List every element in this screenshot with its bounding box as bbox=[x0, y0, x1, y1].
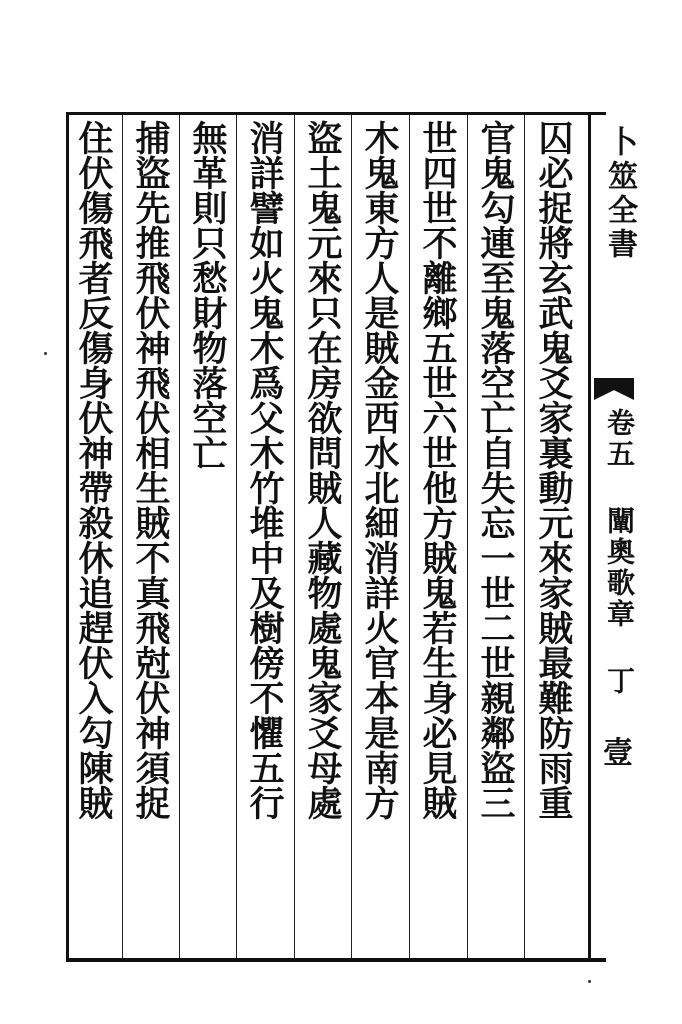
left-frame-line bbox=[66, 112, 69, 962]
fishtail-mark-icon bbox=[594, 378, 634, 400]
right-frame-line bbox=[588, 112, 591, 962]
text-column-2: 官鬼勾連至鬼落空亡自失忘一世二世親鄰盜三 bbox=[475, 120, 516, 820]
chapter-heading: 卷五 闡奧歌章 丁 bbox=[603, 408, 636, 697]
column-divider bbox=[122, 115, 123, 958]
text-column-4: 木鬼東方人是賊金西水北細消詳火官本是南方 bbox=[359, 120, 400, 820]
ink-speck-icon bbox=[588, 980, 591, 983]
ink-speck-icon bbox=[44, 352, 47, 355]
top-frame-line bbox=[66, 112, 606, 115]
column-divider bbox=[236, 115, 237, 958]
column-divider bbox=[524, 115, 525, 958]
book-title: 卜筮全書 bbox=[602, 126, 637, 262]
text-column-8: 捕盜先推飛伏神飛伏相生賊不真飛尅伏神須捉 bbox=[130, 120, 171, 820]
bottom-frame-line bbox=[66, 958, 606, 962]
text-column-6: 消詳譬如火鬼木爲父木竹堆中及樹傍不懼五行 bbox=[244, 120, 285, 820]
column-divider bbox=[294, 115, 295, 958]
text-column-3: 世四世不離鄉五世六世他方賊鬼若生身必見賊 bbox=[417, 120, 458, 820]
text-column-5: 盜土鬼元來只在房欲問賊人藏物處鬼家爻母處 bbox=[302, 120, 343, 820]
text-column-7: 無革則只愁財物落空亡 bbox=[187, 120, 228, 470]
text-column-9: 住伏傷飛者反傷身伏神帶殺休追趕伏入勾陳賊 bbox=[73, 120, 114, 820]
column-divider bbox=[409, 115, 410, 958]
column-divider bbox=[351, 115, 352, 958]
page-number: 壹 bbox=[603, 736, 633, 771]
column-divider bbox=[467, 115, 468, 958]
text-column-1: 囚必捉將玄武鬼爻家裏動元來家賊最難防雨重 bbox=[533, 120, 574, 820]
column-divider bbox=[179, 115, 180, 958]
